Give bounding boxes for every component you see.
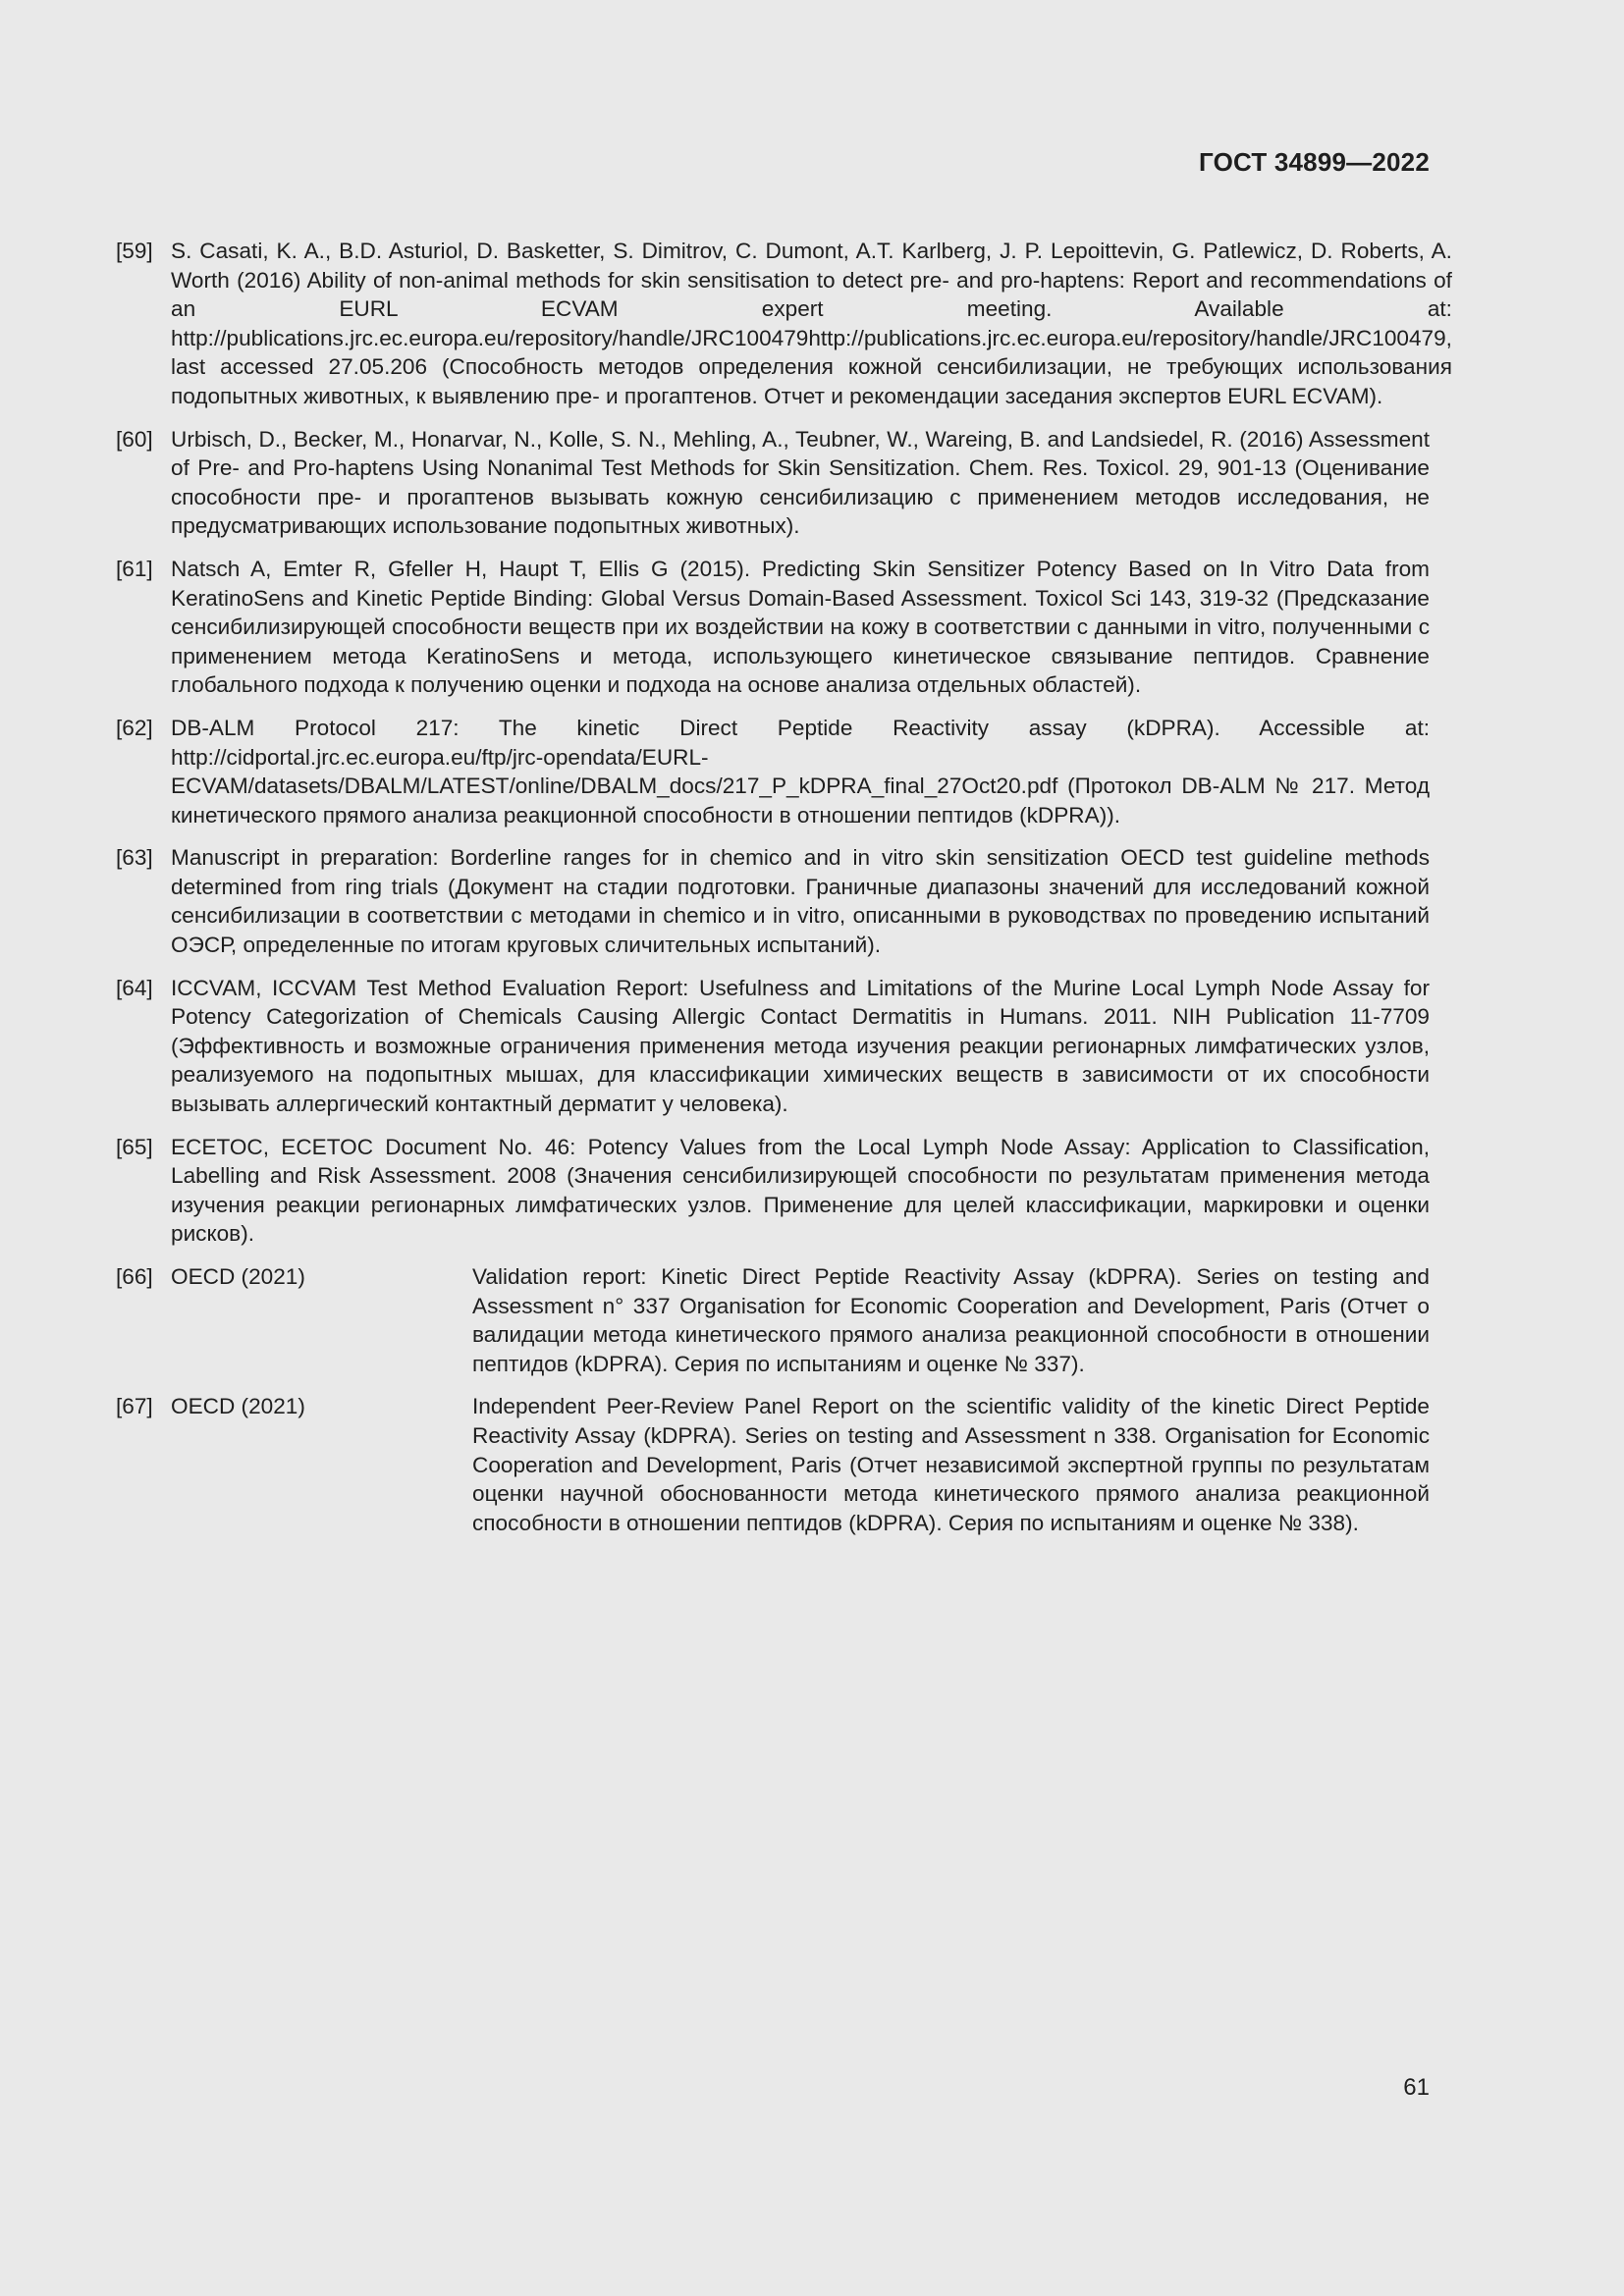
reference-text: Validation report: Kinetic Direct Peptide Reactivity Assay (kDPRA). Series on testing and Assessment n° 337 Organisation for Economic Cooperation and Development, Paris (Отчет о валидации метода кинетического прямого анализа реакционной способности в отношении пептидов (kDPRA). Серия по испытаниям и оценке № 337). [472, 1264, 1430, 1376]
reference-text: Natsch A, Emter R, Gfeller H, Haupt T, Ellis G (2015). Predicting Skin Sensitizer Potency Based on In Vitro Data from KeratinoSens and Kinetic Peptide Binding: Global Versus Domain-Based Assessment. Toxicol Sci 143, 319-32 (Предсказание сенсибилизирующей способности веществ при их воздействии на кожу в соответствии с данными in vitro, полученными с применением метода KeratinoSens и метода, использующего кинетическое связывание пептидов. Сравнение глобального подхода к получению оценки и подхода на основе анализа отдельных областей). [171, 556, 1430, 698]
reference-text: Urbisch, D., Becker, M., Honarvar, N., Kolle, S. N., Mehling, A., Teubner, W., Wareing, B. and Landsiedel, R. (2016) Assessment of Pre- and Pro-haptens Using Nonanimal Test Methods for Skin Sensitization. Chem. Res. Toxicol. 29, 901-13 (Оценивание способности пре- и прогаптенов вызывать кожную сенсибилизацию с применением методов исследования, не предусматривающих использование подопытных животных). [171, 426, 1430, 539]
reference-text: ECETOC, ECETOC Document No. 46: Potency Values from the Local Lymph Node Assay: Application to Classification, Labelling and Risk Assessment. 2008 (Значения сенсибилизирующей способности по результатам применения метода изучения реакции регионарных лимфатических узлов. Применение для целей классификации, маркировки и оценки рисков). [171, 1134, 1430, 1247]
page-number: 61 [1403, 2074, 1430, 2101]
reference-number: [61] [116, 556, 153, 581]
reference-number: [62] [116, 715, 153, 740]
reference-number: [66] [116, 1264, 153, 1289]
reference-text: Independent Peer-Review Panel Report on the scientific validity of the kinetic Direct Peptide Reactivity Assay (kDPRA). Series on testing and Assessment n 338. Organisation for Economic Cooperation and Development, Paris (Отчет независимой экспертной группы по результатам оценки научной обоснованности метода кинетического прямого анализа реакционной способности в отношении пептидов (kDPRA). Серия по испытаниям и оценке № 338). [472, 1394, 1430, 1535]
reference-author: OECD (2021) [171, 1394, 305, 1419]
reference-number: [67] [116, 1394, 153, 1419]
reference-item [116, 237, 1452, 411]
reference-item [116, 974, 1430, 1119]
reference-list [116, 237, 1452, 1551]
reference-number: [59] [116, 239, 153, 263]
reference-item [116, 843, 1430, 959]
reference-item [116, 425, 1430, 541]
reference-number: [63] [116, 845, 153, 871]
reference-number: [60] [116, 426, 153, 452]
reference-text: Manuscript in preparation: Borderline ranges for in chemico and in vitro skin sensitization OECD test guideline methods determined from ring trials (Документ на стадии подготовки. Граничные диапазоны значений для исследований кожной сенсибилизации в соответствии с методами in chemico и in vitro, описанными в руководствах по проведению испытаний ОЭСР, определенные по итогам круговых сличительных испытаний). [171, 845, 1430, 958]
document-code: ГОСТ 34899—2022 [1199, 147, 1430, 177]
reference-item [116, 1133, 1430, 1249]
reference-text: ICCVAM, ICCVAM Test Method Evaluation Report: Usefulness and Limitations of the Murine Local Lymph Node Assay for Potency Categorization of Chemicals Causing Allergic Contact Dermatitis in Humans. 2011. NIH Publication 11-7709 (Эффективность и возможные ограничения применения метода изучения реакции регионарных лимфатических узлов, реализуемого на подопытных мышах, для классификации химических веществ в зависимости от их способности вызывать аллергический контактный дерматит у человека). [171, 975, 1430, 1117]
reference-item [116, 714, 1430, 829]
reference-author: OECD (2021) [171, 1264, 305, 1289]
reference-number: [64] [116, 975, 153, 1000]
reference-number: [65] [116, 1134, 153, 1159]
reference-text: DB-ALM Protocol 217: The kinetic Direct Peptide Reactivity assay (kDPRA). Accessible at: http://cidportal.jrc.ec.europa.eu/ftp/jrc-opendata/EURL-ECVAM/datasets/DBALM/LATEST/online/DBALM_docs/217_P_kDPRA_final_27Oct20.pdf (Протокол DB-ALM № 217. Метод кинетического прямого анализа реакционной способности в отношении пептидов (kDPRA)). [171, 715, 1430, 828]
reference-item-tabular [116, 1392, 1430, 1537]
reference-item [116, 555, 1430, 700]
reference-item-tabular [116, 1262, 1430, 1378]
reference-text: S. Casati, K. A., B.D. Asturiol, D. Basketter, S. Dimitrov, C. Dumont, A.T. Karlberg, J. P. Lepoittevin, G. Patlewicz, D. Roberts, A. Worth (2016) Ability of non-animal methods for skin sensitisation to detect pre- and pro-haptens: Report and recommendations of an EURL ECVAM expert meeting. Available at: http://publications.jrc.ec.europa.eu/repository/handle/JRC100479http://publications.jrc.ec.europa.eu/repository/handle/JRC100479, last accessed 27.05.206 (Способность методов определения кожной сенсибилизации, не требующих использования подопытных животных, к выявлению пре- и прогаптенов. Отчет и рекомендации заседания экспертов EURL ECVAM). [171, 239, 1452, 408]
